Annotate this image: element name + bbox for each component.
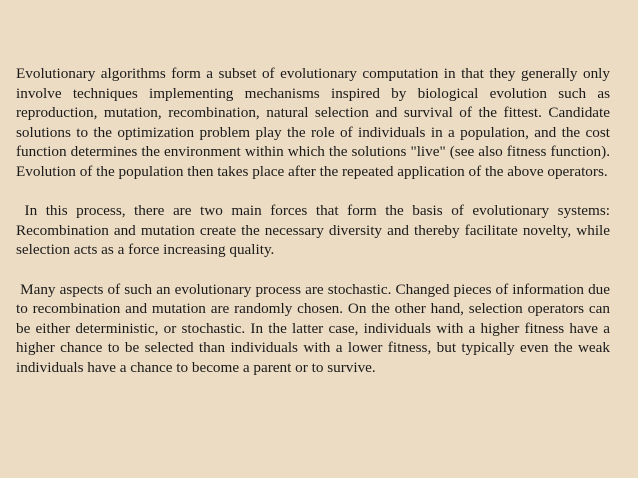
paragraph-main-forces: In this process, there are two main forces that form the basis of evolutionary systems: Recombination and mutation create the necessary diversity and thereby facilitate novelty, while selection acts as a force increasing quality. (16, 202, 614, 259)
slide-body (16, 64, 614, 378)
paragraph-stochastic-aspects: Many aspects of such an evolutionary process are stochastic. Changed pieces of information due to recombination and mutation are randomly chosen. On the other hand, selection operators can be either deterministic, or stochastic. In the latter case, individuals with a higher fitness have a higher chance to be selected than individuals with a lower fitness, but typically even the weak individuals have a chance to become a parent or to survive. (16, 280, 614, 376)
paragraph-evolutionary-algorithms: Evolutionary algorithms form a subset of evolutionary computation in that they generally only involve techniques implementing mechanisms inspired by biological evolution such as reproduction, mutation, recombination, natural selection and survival of the fittest. Candidate solutions to the optimization problem play the role of individuals in a population, and the cost function determines the environment within which the solutions "live" (see also fitness function). Evolution of the population then takes place after the repeated application of the above operators. (16, 65, 610, 180)
